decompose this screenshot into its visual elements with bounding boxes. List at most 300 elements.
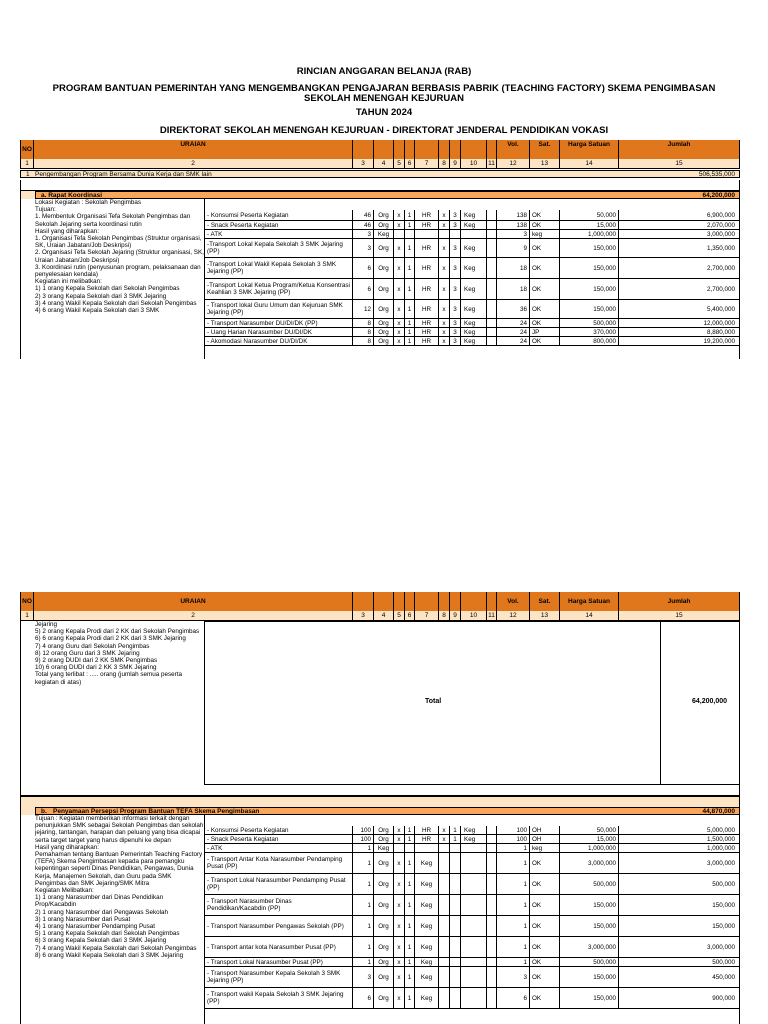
cell-name: - Akomodasi Narasumber DU/DI/DK — [205, 337, 353, 345]
cell-d: 1 — [405, 874, 415, 894]
cell-q: 100 — [353, 835, 374, 843]
cell-f — [450, 916, 461, 936]
cell-u: Org — [374, 239, 394, 257]
cell-j: 500,000 — [619, 874, 740, 894]
header-sat: Sat. — [530, 140, 560, 159]
cell-u: Org — [374, 967, 394, 987]
cell-q: 3 — [353, 239, 374, 257]
cell-fu: Keg — [461, 328, 487, 336]
cell-x1: x — [394, 239, 405, 257]
cell-fu: Keg — [461, 239, 487, 257]
cell-x1: x — [394, 300, 405, 318]
col-num: 11 — [487, 611, 497, 620]
table-row — [205, 337, 740, 346]
cell-v: 138 — [497, 210, 530, 220]
table-row — [205, 300, 740, 319]
cell-v: 1 — [497, 895, 530, 915]
header-uraian: URAIAN — [34, 592, 353, 611]
cell-v: 3 — [497, 230, 530, 238]
cell-d: 1 — [405, 210, 415, 220]
cell-e — [487, 258, 497, 278]
cell-du: HR — [415, 300, 439, 318]
cell-fu: Keg — [461, 835, 487, 843]
table-row — [205, 895, 740, 916]
cell-v: 100 — [497, 826, 530, 834]
cell-x1: x — [394, 826, 405, 834]
cell-v: 18 — [497, 279, 530, 299]
cell-du: Keg — [415, 874, 439, 894]
cell-du: HR — [415, 328, 439, 336]
cell-f: 1 — [450, 826, 461, 834]
cell-p: 150,000 — [560, 239, 619, 257]
cell-e — [487, 826, 497, 834]
table-row — [205, 279, 740, 300]
cell-f — [450, 853, 461, 873]
cell-x2 — [439, 895, 450, 915]
cell-q: 8 — [353, 319, 374, 327]
cell-du: HR — [415, 239, 439, 257]
cell-d: 1 — [405, 967, 415, 987]
cell-du: Keg — [415, 937, 439, 957]
cell-d: 1 — [405, 853, 415, 873]
column-number-row — [20, 159, 740, 169]
section-b-no: b. — [41, 808, 47, 815]
spacer-row-pale — [20, 796, 740, 807]
cell-x1: x — [394, 958, 405, 966]
cell-u: Org — [374, 337, 394, 345]
cell-du: Keg — [415, 958, 439, 966]
cell-du: HR — [415, 835, 439, 843]
cell-s: OK — [530, 319, 560, 327]
cell-fu — [461, 853, 487, 873]
cell-du: HR — [415, 279, 439, 299]
header-uraian: URAIAN — [34, 140, 353, 159]
cell-e — [487, 319, 497, 327]
cell-u: Org — [374, 835, 394, 843]
col-num: 15 — [619, 611, 740, 620]
cell-du: HR — [415, 319, 439, 327]
cell-q: 3 — [353, 967, 374, 987]
cell-name: - Transport Narasumber Dinas Pendidikan/Kacabdin (PP) — [205, 895, 353, 915]
cell-x2: x — [439, 239, 450, 257]
col-num: 1 — [20, 611, 34, 620]
cell-p: 50,000 — [560, 826, 619, 834]
cell-du: HR — [415, 210, 439, 220]
cell-q: 6 — [353, 279, 374, 299]
program-label: Pengembangan Program Bersama Dunia Kerja dan SMK lain — [35, 171, 212, 178]
cell-fu: Keg — [461, 300, 487, 318]
table-row — [205, 258, 740, 279]
header-no: NO — [20, 140, 34, 159]
cell-x2 — [439, 230, 450, 238]
cell-name: - Transport Narasumber DU/DI/DK (PP) — [205, 319, 353, 327]
section-b-label: Penyamaan Persepsi Program Bantuan TEFA Skema Pengimbasan — [53, 808, 260, 815]
cell-s: OH — [530, 826, 560, 834]
cell-fu — [461, 988, 487, 1008]
cell-j: 2,700,000 — [619, 258, 740, 278]
cell-p: 150,000 — [560, 916, 619, 936]
cell-j: 1,350,000 — [619, 239, 740, 257]
cell-fu: Keg — [461, 337, 487, 345]
cell-x2: x — [439, 337, 450, 345]
year-title: TAHUN 2024 — [355, 107, 413, 118]
section-b-amount: 44,870,000 — [702, 808, 735, 815]
cell-x2: x — [439, 826, 450, 834]
cell-e — [487, 835, 497, 843]
cell-e — [487, 279, 497, 299]
col-num: 10 — [461, 159, 487, 168]
cell-e — [487, 988, 497, 1008]
cell-du: Keg — [415, 916, 439, 936]
rab-table-page2 — [20, 592, 740, 1024]
cell-q: 1 — [353, 916, 374, 936]
cell-s: OK — [530, 988, 560, 1008]
cell-u: Org — [374, 937, 394, 957]
col-num: 1 — [20, 159, 34, 168]
cell-v: 24 — [497, 328, 530, 336]
cell-u: Org — [374, 853, 394, 873]
table-row — [205, 221, 740, 230]
cell-j: 500,000 — [619, 958, 740, 966]
col-num: 6 — [405, 611, 415, 620]
cell-fu: Keg — [461, 826, 487, 834]
cell-j: 450,000 — [619, 967, 740, 987]
cell-j: 150,000 — [619, 895, 740, 915]
cell-d: 1 — [405, 221, 415, 229]
section-a-amount: 64,200,000 — [702, 192, 735, 199]
cell-f — [450, 874, 461, 894]
cell-u: Org — [374, 221, 394, 229]
col-num: 12 — [497, 611, 530, 620]
section-a-row — [20, 191, 740, 199]
cell-p: 15,000 — [560, 221, 619, 229]
col-num: 15 — [619, 159, 740, 168]
cell-f — [450, 895, 461, 915]
cell-x1: x — [394, 937, 405, 957]
cell-x1: x — [394, 916, 405, 936]
cell-q: 1 — [353, 937, 374, 957]
cell-d: 1 — [405, 916, 415, 936]
cell-f: 3 — [450, 328, 461, 336]
cell-f: 3 — [450, 221, 461, 229]
cell-q: 46 — [353, 221, 374, 229]
cell-f — [450, 988, 461, 1008]
cell-d: 1 — [405, 337, 415, 345]
cell-p: 15,000 — [560, 835, 619, 843]
cell-j: 2,070,000 — [619, 221, 740, 229]
table-row — [205, 853, 740, 874]
cell-q: 8 — [353, 337, 374, 345]
cell-v: 3 — [497, 967, 530, 987]
cell-s: OK — [530, 221, 560, 229]
cell-fu: Keg — [461, 221, 487, 229]
cell-x2 — [439, 916, 450, 936]
section-b-items — [205, 826, 740, 1024]
cell-name: - Transport Narasumber Kepala Sekolah 3 SMK Jejaring (PP) — [205, 967, 353, 987]
cell-x1: x — [394, 874, 405, 894]
section-a-total-label: Total — [425, 698, 442, 705]
table-row — [205, 328, 740, 337]
cell-v: 6 — [497, 988, 530, 1008]
cell-e — [487, 967, 497, 987]
cell-f: 1 — [450, 835, 461, 843]
cell-x2: x — [439, 210, 450, 220]
cell-f: 3 — [450, 319, 461, 327]
col-num: 14 — [560, 611, 619, 620]
cell-f — [450, 937, 461, 957]
section-a-total-amount: 64,200,000 — [692, 698, 728, 705]
cell-u: Org — [374, 895, 394, 915]
cell-name: - Konsumsi Peserta Kegiatan — [205, 210, 353, 220]
cell-v: 1 — [497, 916, 530, 936]
cell-f: 3 — [450, 210, 461, 220]
cell-d: 1 — [405, 895, 415, 915]
cell-name: - Transport lokal Guru Umum dan Kejuruan SMK Jejaring (PP) — [205, 300, 353, 318]
cell-s: OK — [530, 895, 560, 915]
cell-j: 1,500,000 — [619, 835, 740, 843]
col-num: 4 — [374, 611, 394, 620]
cell-f: 3 — [450, 239, 461, 257]
cell-q: 46 — [353, 210, 374, 220]
cell-d: 1 — [405, 279, 415, 299]
cell-x2: x — [439, 221, 450, 229]
cell-name: - Snack Peserta Kegiatan — [205, 221, 353, 229]
directorate-title: DIREKTORAT SEKOLAH MENENGAH KEJURUAN - DIREKTORAT JENDERAL PENDIDIKAN VOKASI — [159, 125, 609, 136]
cell-p: 150,000 — [560, 988, 619, 1008]
cell-e — [487, 210, 497, 220]
cell-v: 1 — [497, 853, 530, 873]
col-num: 4 — [374, 159, 394, 168]
cell-e — [487, 300, 497, 318]
cell-name: - Snack Peserta Kegiatan — [205, 835, 353, 843]
table-row — [205, 319, 740, 328]
cell-q: 8 — [353, 328, 374, 336]
cell-j: 8,880,000 — [619, 328, 740, 336]
table-row — [205, 967, 740, 988]
cell-p: 150,000 — [560, 967, 619, 987]
header-vol: Vol. — [497, 140, 530, 159]
cell-v: 1 — [497, 958, 530, 966]
cell-s: OK — [530, 300, 560, 318]
header-vol: Vol. — [497, 592, 530, 611]
cell-du — [415, 230, 439, 238]
program-title: PROGRAM BANTUAN PEMERINTAH YANG MENGEMBANGKAN PENGAJARAN BERBASIS PABRIK (TEACHING FACTORY) SKEMA PENGIMBASAN SEKOLAH MENENGAH KEJURUAN — [52, 83, 716, 104]
cell-d: 1 — [405, 328, 415, 336]
cell-u: Org — [374, 988, 394, 1008]
cell-fu — [461, 874, 487, 894]
cell-name: - Transport Lokal Narasumber Pendamping Pusat (PP) — [205, 874, 353, 894]
cell-v: 9 — [497, 239, 530, 257]
cell-x1 — [394, 230, 405, 238]
cell-p: 3,000,000 — [560, 853, 619, 873]
cell-d — [405, 230, 415, 238]
cell-j: 12,000,000 — [619, 319, 740, 327]
table-row — [205, 826, 740, 835]
section-b-row — [20, 807, 740, 815]
cell-name: - Transport Narasumber Pengawas Sekolah (PP) — [205, 916, 353, 936]
cell-p: 500,000 — [560, 319, 619, 327]
cell-p: 3,000,000 — [560, 937, 619, 957]
cell-d: 1 — [405, 958, 415, 966]
cell-q: 6 — [353, 258, 374, 278]
col-num: 9 — [450, 611, 461, 620]
cell-d: 1 — [405, 300, 415, 318]
cell-u: Org — [374, 319, 394, 327]
cell-u: Keg — [374, 844, 394, 852]
cell-p: 150,000 — [560, 895, 619, 915]
cell-name: - Transport antar kota Narasumber Pusat (PP) — [205, 937, 353, 957]
cell-s: OK — [530, 967, 560, 987]
cell-v: 18 — [497, 258, 530, 278]
cell-u: Org — [374, 826, 394, 834]
cell-f: 3 — [450, 337, 461, 345]
cell-v: 24 — [497, 337, 530, 345]
cell-e — [487, 844, 497, 852]
cell-p: 1,000,000 — [560, 844, 619, 852]
cell-p: 150,000 — [560, 300, 619, 318]
cell-fu: Keg — [461, 279, 487, 299]
cell-f: 3 — [450, 300, 461, 318]
cell-s: OK — [530, 210, 560, 220]
col-num: 14 — [560, 159, 619, 168]
cell-s: keg — [530, 230, 560, 238]
cell-p: 150,000 — [560, 258, 619, 278]
cell-d: 1 — [405, 835, 415, 843]
col-num: 8 — [439, 159, 450, 168]
cell-name: - ATK — [205, 230, 353, 238]
cell-name: - Konsumsi Peserta Kegiatan — [205, 826, 353, 834]
cell-v: 100 — [497, 835, 530, 843]
cell-f: 3 — [450, 279, 461, 299]
cell-e — [487, 239, 497, 257]
cell-s: OK — [530, 239, 560, 257]
cell-q: 1 — [353, 853, 374, 873]
cell-p: 370,000 — [560, 328, 619, 336]
cell-e — [487, 328, 497, 336]
cell-q: 12 — [353, 300, 374, 318]
cell-x2 — [439, 967, 450, 987]
cell-v: 138 — [497, 221, 530, 229]
cell-fu — [461, 967, 487, 987]
cell-x1: x — [394, 328, 405, 336]
cell-f — [450, 844, 461, 852]
table-row — [205, 239, 740, 258]
cell-x2: x — [439, 835, 450, 843]
cell-e — [487, 895, 497, 915]
rab-table-page1 — [20, 140, 740, 360]
cell-x2 — [439, 844, 450, 852]
cell-du: Keg — [415, 853, 439, 873]
col-num: 7 — [415, 611, 439, 620]
cell-j: 3,000,000 — [619, 937, 740, 957]
col-num: 3 — [353, 159, 374, 168]
cell-u: Org — [374, 279, 394, 299]
cell-x1: x — [394, 337, 405, 345]
cell-fu: Keg — [461, 319, 487, 327]
cell-p: 150,000 — [560, 279, 619, 299]
col-num: 5 — [394, 611, 405, 620]
cell-v: 1 — [497, 844, 530, 852]
cell-v: 24 — [497, 319, 530, 327]
cell-s: OK — [530, 279, 560, 299]
cell-j: 3,000,000 — [619, 853, 740, 873]
cell-v: 36 — [497, 300, 530, 318]
cell-f — [450, 967, 461, 987]
cell-u: Org — [374, 958, 394, 966]
cell-s: OK — [530, 258, 560, 278]
cell-x2 — [439, 958, 450, 966]
header-no: NO — [20, 592, 34, 611]
section-a-description-cont: Jejaring 5) 2 orang Kepala Prodi dari 2 KK dari Sekolah Pengimbas 6) 6 orang Kepala Prodi dari 2 KK dari 3 SMK Jejaring 7) 4 orang Guru dari Sekolah Pengimbas 8) 12 orang Guru dari 3 SMK Jejaring 9) 2 orang DUDI dari 2 KK SMK Pengimbas 10) 6 orang DUDI dari 2 KK 3 SMK Jejaring Total yang terlibat : ..... orang (jumlah semua peserta kegiatan di atas) — [20, 621, 205, 785]
col-num: 2 — [34, 159, 353, 168]
cell-x2 — [439, 937, 450, 957]
cell-e — [487, 230, 497, 238]
spacer-row — [20, 180, 740, 191]
cell-name: -Transport Lokal Ketua Program/Ketua Konsentrasi Keahlian 3 SMK Jejaring (PP) — [205, 279, 353, 299]
cell-q: 100 — [353, 826, 374, 834]
col-num: 13 — [530, 611, 560, 620]
header-jumlah: Jumlah — [619, 140, 740, 159]
cell-du: Keg — [415, 895, 439, 915]
cell-j: 1,000,000 — [619, 844, 740, 852]
cell-d: 1 — [405, 937, 415, 957]
cell-s: OK — [530, 337, 560, 345]
col-num: 11 — [487, 159, 497, 168]
header-sat: Sat. — [530, 592, 560, 611]
cell-j: 5,000,000 — [619, 826, 740, 834]
section-a-items — [205, 210, 740, 359]
spacer-row — [20, 785, 740, 796]
cell-x2: x — [439, 258, 450, 278]
col-num: 13 — [530, 159, 560, 168]
cell-d: 1 — [405, 826, 415, 834]
cell-f — [450, 958, 461, 966]
cell-q: 6 — [353, 988, 374, 1008]
table-row — [205, 916, 740, 937]
table-row — [205, 210, 740, 221]
table-row — [205, 988, 740, 1009]
cell-x1: x — [394, 835, 405, 843]
cell-u: Org — [374, 258, 394, 278]
cell-j: 6,900,000 — [619, 210, 740, 220]
cell-d: 1 — [405, 988, 415, 1008]
cell-fu — [461, 916, 487, 936]
cell-du: Keg — [415, 988, 439, 1008]
cell-q: 1 — [353, 895, 374, 915]
header-harga: Harga Satuan — [560, 140, 619, 159]
table-row — [205, 874, 740, 895]
cell-x1: x — [394, 319, 405, 327]
cell-e — [487, 937, 497, 957]
cell-j: 150,000 — [619, 916, 740, 936]
cell-f: 3 — [450, 258, 461, 278]
table-row — [205, 844, 740, 853]
cell-q: 1 — [353, 844, 374, 852]
table-row — [205, 937, 740, 958]
cell-name: - Transport wakil Kepala Sekolah 3 SMK Jejaring (PP) — [205, 988, 353, 1008]
table-header — [20, 140, 740, 159]
cell-p: 1,000,000 — [560, 230, 619, 238]
cell-u: Org — [374, 210, 394, 220]
cell-name: -Transport Lokal Kepala Sekolah 3 SMK Jejaring (PP) — [205, 239, 353, 257]
cell-x1: x — [394, 210, 405, 220]
cell-p: 500,000 — [560, 958, 619, 966]
cell-fu — [461, 230, 487, 238]
cell-e — [487, 874, 497, 894]
cell-e — [487, 916, 497, 936]
cell-j: 19,200,000 — [619, 337, 740, 345]
cell-x2: x — [439, 319, 450, 327]
